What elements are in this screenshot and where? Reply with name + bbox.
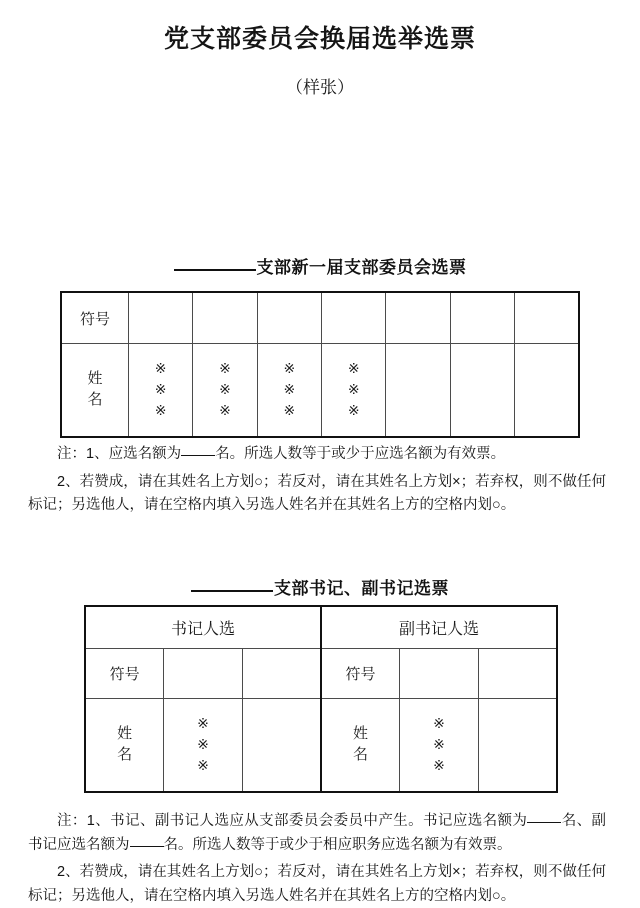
reference-mark-group (433, 714, 445, 777)
secretary-ballot-table (84, 605, 558, 793)
secretary-notes (0, 810, 640, 908)
secretary-group-title-primary: 书记人选 (85, 606, 321, 649)
secretary-symbol-cell-primary-1[interactable] (164, 649, 243, 699)
heading-blank-line-committee (174, 269, 256, 271)
committee-note-1 (0, 443, 640, 466)
reference-mark-icon: ※ (433, 716, 445, 732)
reference-mark-icon: ※ (154, 382, 167, 398)
secretary-note-1-part3: 名。所选人数等于或少于相应职务应选名额为有效票。 (163, 836, 512, 853)
reference-mark-icon: ※ (197, 758, 209, 774)
committee-note-2: 2、若赞成，请在其姓名上方划○；若反对，请在其姓名上方划×；若弃权，则不做任何标记；另选他人，请在空格内填入另选人姓名并在其姓名上方的空格内划○。 (28, 473, 606, 514)
secretary-name-label-primary-char-1: 姓 (117, 725, 133, 742)
committee-name-cell-3[interactable] (257, 344, 321, 438)
committee-ballot-table (60, 291, 580, 438)
committee-name-cell-2[interactable] (193, 344, 257, 438)
secretary-symbol-label-primary: 符号 (85, 649, 164, 699)
reference-mark-icon: ※ (283, 382, 296, 398)
committee-symbol-cell-7[interactable] (515, 292, 579, 344)
committee-note-1-prefix: 注：1、应选名额为 (57, 446, 182, 463)
reference-mark-icon: ※ (197, 716, 209, 732)
secretary-note-2: 2、若赞成，请在其姓名上方划○；若反对，请在其姓名上方划×；若弃权，则不做任何标记；另选他人，请在空格内填入另选人姓名并在其姓名上方的空格内划○。 (28, 864, 606, 904)
table-row (85, 699, 557, 793)
secretary-note-1-blank-1 (527, 822, 561, 823)
committee-symbol-label: 符号 (61, 292, 129, 344)
secretary-note-1-part1: 注：1、书记、副书记人选应从支部委员会委员中产生。书记应选名额为 (57, 813, 528, 830)
committee-name-label-char-1: 姓 (87, 370, 103, 387)
committee-note-1-blank (181, 455, 215, 456)
committee-name-cell-7[interactable] (515, 344, 579, 438)
table-row (85, 649, 557, 699)
table-row (85, 606, 557, 649)
secretary-name-label-deputy-char-2: 名 (353, 747, 369, 764)
reference-mark-group (219, 359, 231, 422)
reference-mark-group (283, 359, 295, 422)
section-heading-committee-label: 支部新一届支部委员会选票 (256, 258, 467, 278)
committee-name-cell-1[interactable] (129, 344, 193, 438)
committee-name-label-char-2: 名 (87, 392, 103, 409)
section-heading-committee (0, 257, 640, 279)
secretary-note-1-part2: 名、副书记应选名额为 (28, 813, 607, 853)
reference-mark-icon: ※ (433, 758, 445, 774)
reference-mark-icon: ※ (433, 737, 445, 753)
section-heading-secretary-label: 支部书记、副书记选票 (274, 579, 449, 599)
committee-symbol-cell-3[interactable] (257, 292, 321, 344)
reference-mark-icon: ※ (154, 403, 167, 419)
committee-symbol-cell-4[interactable] (322, 292, 386, 344)
reference-mark-icon: ※ (154, 361, 167, 377)
committee-note-1-suffix: 名。所选人数等于或少于应选名额为有效票。 (215, 446, 506, 463)
secretary-name-cell-deputy-1[interactable] (400, 699, 479, 793)
committee-name-cell-6[interactable] (450, 344, 514, 438)
secretary-name-label-primary (85, 699, 164, 793)
reference-mark-icon: ※ (219, 403, 231, 419)
secretary-name-cell-deputy-2[interactable] (478, 699, 557, 793)
committee-name-label (61, 344, 129, 438)
reference-mark-icon: ※ (219, 382, 231, 398)
table-row (61, 292, 579, 344)
secretary-name-label-primary-char-2: 名 (117, 747, 133, 764)
page-title: 党支部委员会换届选举选票 (163, 26, 476, 53)
committee-symbol-cell-2[interactable] (193, 292, 257, 344)
reference-mark-group (348, 359, 360, 422)
secretary-group-title-deputy: 副书记人选 (321, 606, 557, 649)
reference-mark-icon: ※ (347, 382, 360, 398)
secretary-name-cell-primary-1[interactable] (164, 699, 243, 793)
committee-symbol-cell-6[interactable] (450, 292, 514, 344)
reference-mark-icon: ※ (347, 403, 360, 419)
secretary-note-1 (0, 810, 640, 857)
secretary-name-label-deputy-char-1: 姓 (353, 725, 369, 742)
secretary-symbol-cell-deputy-1[interactable] (400, 649, 479, 699)
section-heading-secretary (0, 578, 640, 600)
committee-notes (0, 443, 640, 517)
reference-mark-icon: ※ (347, 361, 360, 377)
committee-name-cell-4[interactable] (322, 344, 386, 438)
reference-mark-icon: ※ (283, 403, 296, 419)
committee-symbol-cell-5[interactable] (386, 292, 450, 344)
reference-mark-icon: ※ (219, 361, 231, 377)
heading-blank-line-secretary (191, 590, 273, 592)
secretary-note-1-blank-2 (130, 846, 164, 847)
reference-mark-icon: ※ (197, 737, 209, 753)
page-subtitle: （样张） (286, 78, 354, 98)
secretary-symbol-cell-primary-2[interactable] (242, 649, 321, 699)
table-row (61, 344, 579, 438)
secretary-name-cell-primary-2[interactable] (242, 699, 321, 793)
secretary-name-label-deputy (321, 699, 400, 793)
secretary-symbol-label-deputy: 符号 (321, 649, 400, 699)
secretary-symbol-cell-deputy-2[interactable] (478, 649, 557, 699)
committee-symbol-cell-1[interactable] (129, 292, 193, 344)
reference-mark-group (197, 714, 209, 777)
committee-name-cell-5[interactable] (386, 344, 450, 438)
reference-mark-icon: ※ (283, 361, 296, 377)
reference-mark-group (155, 359, 167, 422)
